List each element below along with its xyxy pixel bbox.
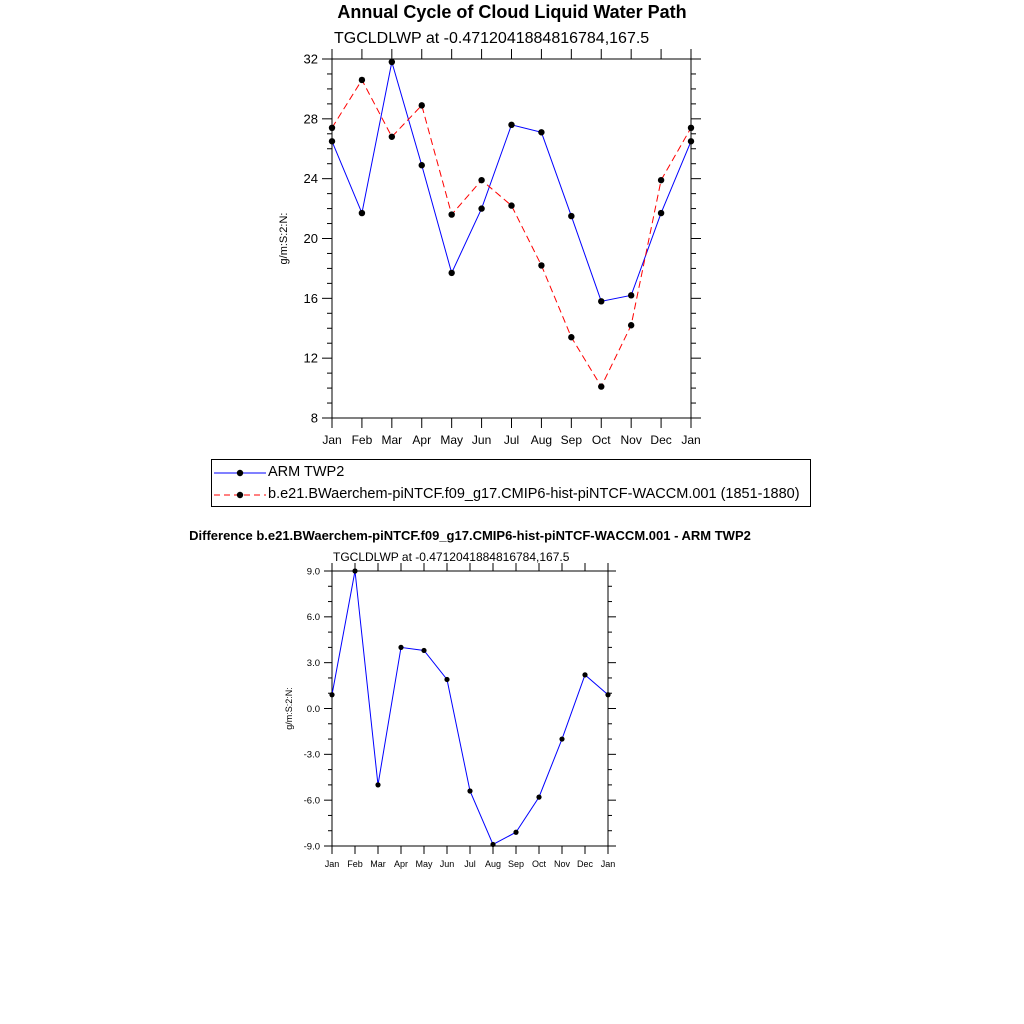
y-tick-label: 24 bbox=[303, 171, 318, 187]
x-tick-label: Jun bbox=[471, 433, 492, 447]
x-tick-label: Apr bbox=[412, 433, 432, 447]
legend-marker-arm bbox=[212, 462, 268, 484]
data-point-1 bbox=[448, 211, 454, 217]
x-tick-label: Jan bbox=[322, 433, 342, 447]
x-tick-label: Apr bbox=[393, 859, 409, 869]
x-tick-label: Feb bbox=[347, 859, 363, 869]
plot-frame bbox=[332, 571, 608, 846]
data-point-0 bbox=[568, 213, 574, 219]
y-tick-label: -6.0 bbox=[303, 795, 320, 807]
y-tick-label: 16 bbox=[303, 290, 318, 306]
data-point-0 bbox=[508, 122, 514, 128]
x-tick-label: Mar bbox=[381, 433, 403, 447]
data-point-0 bbox=[559, 736, 564, 741]
data-point-0 bbox=[605, 692, 610, 697]
data-point-0 bbox=[598, 298, 604, 304]
y-tick-label: 32 bbox=[303, 51, 318, 67]
x-tick-label: May bbox=[415, 859, 433, 869]
legend-label-model: b.e21.BWaerchem-piNTCF.f09_g17.CMIP6-hist-piNTCF-WACCM.001 (1851-1880) bbox=[268, 486, 800, 502]
x-tick-label: Feb bbox=[351, 433, 373, 447]
y-tick-label: 20 bbox=[303, 231, 318, 247]
legend-label-arm: ARM TWP2 bbox=[268, 464, 345, 480]
data-point-0 bbox=[582, 672, 587, 677]
data-point-1 bbox=[419, 102, 425, 108]
x-tick-label: Jan bbox=[600, 859, 616, 869]
x-tick-label: May bbox=[440, 433, 464, 447]
data-point-0 bbox=[628, 292, 634, 298]
data-point-0 bbox=[421, 648, 426, 653]
x-tick-label: Aug bbox=[484, 859, 502, 869]
data-point-0 bbox=[359, 210, 365, 216]
x-tick-label: Oct bbox=[531, 859, 547, 869]
y-tick-label: 9.0 bbox=[306, 566, 320, 578]
x-tick-label: Oct bbox=[591, 433, 611, 447]
x-tick-label: Dec bbox=[576, 859, 594, 869]
x-tick-label: Jan bbox=[681, 433, 701, 447]
data-point-1 bbox=[329, 125, 335, 131]
x-tick-label: Jun bbox=[439, 859, 455, 869]
y-tick-label: 8 bbox=[310, 410, 318, 426]
x-tick-label: Mar bbox=[370, 859, 386, 869]
x-tick-label: Jul bbox=[503, 433, 520, 447]
legend-item-model bbox=[212, 484, 810, 506]
data-point-0 bbox=[536, 795, 541, 800]
difference-chart-title: Difference b.e21.BWaerchem-piNTCF.f09_g17.CMIP6-hist-piNTCF-WACCM.001 - ARM TWP2 bbox=[189, 528, 751, 543]
data-point-0 bbox=[329, 138, 335, 144]
data-point-0 bbox=[352, 568, 357, 573]
y-axis-label: g/m:S:2:N: bbox=[284, 687, 294, 730]
x-tick-label: Nov bbox=[620, 433, 642, 447]
data-point-0 bbox=[398, 645, 403, 650]
x-tick-label: Dec bbox=[650, 433, 672, 447]
x-tick-label: Nov bbox=[553, 859, 571, 869]
y-tick-label: 28 bbox=[303, 111, 318, 127]
data-point-1 bbox=[508, 202, 514, 208]
data-point-0 bbox=[419, 162, 425, 168]
legend-item-arm bbox=[212, 462, 810, 484]
chart-subtitle: TGCLDLWP at -0.4712041884816784,167.5 bbox=[334, 30, 650, 47]
series-line-0 bbox=[332, 62, 691, 301]
data-point-0 bbox=[478, 205, 484, 211]
chart-legend bbox=[211, 459, 811, 507]
data-point-1 bbox=[598, 383, 604, 389]
data-point-0 bbox=[448, 270, 454, 276]
x-tick-label: Sep bbox=[560, 433, 583, 447]
data-point-1 bbox=[538, 262, 544, 268]
legend-marker-model bbox=[212, 484, 268, 506]
data-point-0 bbox=[658, 210, 664, 216]
data-point-0 bbox=[467, 788, 472, 793]
data-point-0 bbox=[490, 842, 495, 847]
data-point-0 bbox=[688, 138, 694, 144]
data-point-1 bbox=[688, 125, 694, 131]
y-tick-label: 12 bbox=[303, 350, 318, 366]
plot-frame bbox=[332, 59, 691, 418]
y-tick-label: 3.0 bbox=[306, 657, 320, 669]
y-axis-label: g/m:S:2:N: bbox=[278, 212, 290, 265]
x-tick-label: Sep bbox=[507, 859, 525, 869]
chart-title: Annual Cycle of Cloud Liquid Water Path bbox=[337, 2, 687, 22]
difference-chart bbox=[0, 540, 1024, 880]
data-point-0 bbox=[389, 59, 395, 65]
y-tick-label: -9.0 bbox=[303, 841, 320, 853]
x-tick-label: Jan bbox=[324, 859, 340, 869]
y-tick-label: 6.0 bbox=[306, 612, 320, 624]
data-point-1 bbox=[628, 322, 634, 328]
difference-chart-subtitle: TGCLDLWP at -0.4712041884816784,167.5 bbox=[333, 550, 570, 564]
y-tick-label: 0.0 bbox=[306, 703, 320, 715]
data-point-0 bbox=[329, 692, 334, 697]
data-point-1 bbox=[658, 177, 664, 183]
y-tick-label: -3.0 bbox=[303, 749, 320, 761]
data-point-0 bbox=[513, 830, 518, 835]
x-tick-label: Aug bbox=[530, 433, 553, 447]
data-point-1 bbox=[568, 334, 574, 340]
data-point-1 bbox=[389, 134, 395, 140]
x-tick-label: Jul bbox=[464, 859, 476, 869]
data-point-0 bbox=[444, 677, 449, 682]
data-point-1 bbox=[478, 177, 484, 183]
data-point-0 bbox=[375, 782, 380, 787]
series-line-0 bbox=[332, 571, 608, 844]
annual-cycle-chart bbox=[0, 0, 1024, 460]
data-point-1 bbox=[359, 77, 365, 83]
data-point-0 bbox=[538, 129, 544, 135]
